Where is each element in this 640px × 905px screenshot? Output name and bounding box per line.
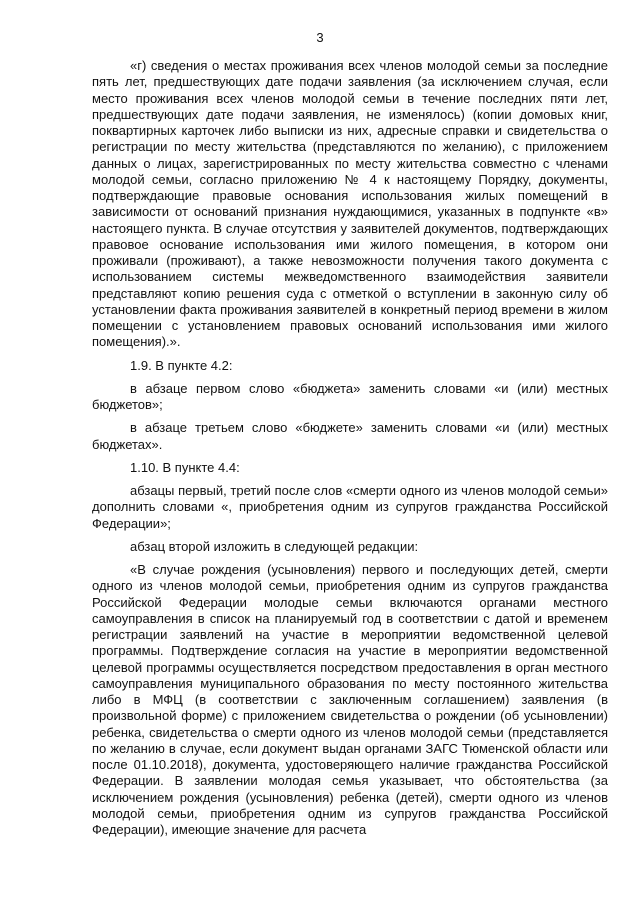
paragraph-third-abzac-amendment: в абзаце третьем слово «бюджете» заменить словами «и (или) местных бюджетах». [92, 420, 608, 452]
paragraph-first-third-abzac-addition: абзацы первый, третий после слов «смерти одного из членов молодой семьи» дополнить словами «, приобретения одним из супругов гражданства Российской Федерации»; [92, 483, 608, 531]
document-body [92, 58, 608, 838]
page-number: 3 [316, 30, 324, 45]
paragraph-first-abzac-amendment: в абзаце первом слово «бюджета» заменить словами «и (или) местных бюджетов»; [92, 380, 608, 412]
paragraph-item-1-10: 1.10. В пункте 4.4: [130, 459, 240, 475]
paragraph-subitem-g: «г) сведения о местах проживания всех членов молодой семьи за последние пять лет, предшествующих дате подачи заявления (за исключением случая, если место проживания всех членов молодой семьи в течение последних пяти лет, предшествующих дате подачи заявления, не изменялось) (копии домовых книг, поквартирных карточек либо выписки из них, адресные справки и свидетельства о регистрации по месту жительства (представляются по желанию), с приложением данных о лицах, зарегистрированных по месту жительства совместно с членами молодой семьи, согласно приложению № 4 к настоящему Порядку, документы, подтверждающие правовые основания использования жилых помещений в зависимости от оснований признания нуждающимися, указанных в подпункте «в» настоящего пункта. В случае отсутствия у заявителей документов, подтверждающих правовое основание использования ими жилого помещения, в котором они проживали (проживают), а также невозможности получения такого документа с использованием системы межведомственного взаимодействия заявители представляют копию решения суда с отметкой о вступлении в законную силу об установлении факта проживания заявителей в конкретный период времени в жилом помещении с установлением правовых оснований использования ими жилого помещения).». [92, 58, 608, 350]
paragraph-second-abzac-intro: абзац второй изложить в следующей редакции: [130, 538, 419, 554]
paragraph-item-1-9: 1.9. В пункте 4.2: [130, 357, 233, 373]
paragraph-new-redaction: «В случае рождения (усыновления) первого и последующих детей, смерти одного из членов молодой семьи, приобретения одним из супругов гражданства Российской Федерации молодые семьи включаются органами местного самоуправления в список на планируемый год в соответствии с датой и временем регистрации заявлений на участие в мероприятии ведомственной целевой программы. Подтверждение согласия на участие в мероприятии ведомственной целевой программы осуществляется посредством предоставления в орган местного самоуправления муниципального образования по месту постоянного жительства либо в МФЦ (в соответствии с заключенным соглашением) заявления (в произвольной форме) с приложением свидетельства о рождении (об усыновлении) ребенка, свидетельства о смерти одного из членов молодой семьи (представляется по желанию в случае, если документ выдан органами ЗАГС Тюменской области или после 01.10.2018), документа, удостоверяющего наличие гражданства Российской Федерации. В заявлении молодая семья указывает, что обстоятельства (за исключением рождения (усыновления) ребенка (детей), смерти одного из членов молодой семьи, приобретения одним из супругов гражданства Российской Федерации), имеющие значение для расчета [92, 562, 608, 837]
